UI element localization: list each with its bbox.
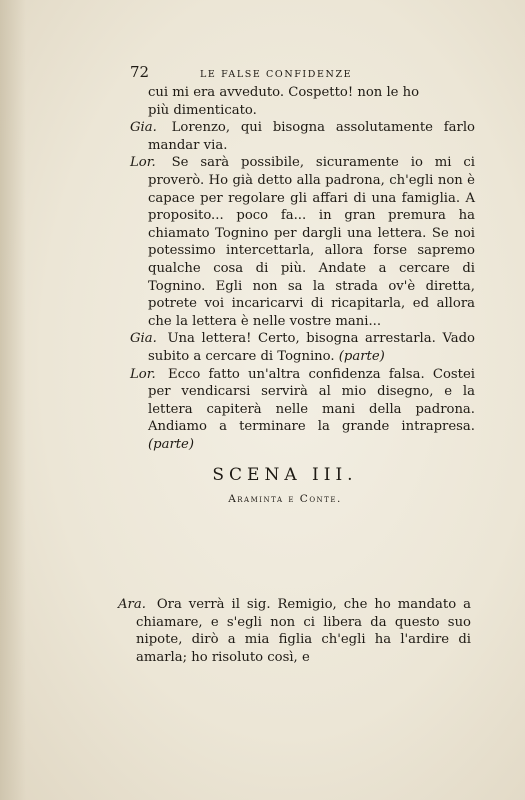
speech <box>130 330 475 365</box>
scene-title: SCENA III. <box>212 465 358 486</box>
speaker-label: Gia. <box>130 331 157 347</box>
speech-text: Ora verrà il sig. Remigio, che ho mandato a chiamare, e s'egli non ci libera da questo suo nipote, dirò a mia figlia ch'egli ha l'ardire di amarla; ho risoluto così, e <box>136 597 471 665</box>
speech-text: Una lettera! Certo, bisogna arrestarla. Vado subito a cercare di Tognino. <box>148 331 475 364</box>
speaker-label: Lor. <box>130 366 156 382</box>
continuation-line: più dimenticato. <box>148 102 257 118</box>
speech <box>130 119 475 154</box>
speech <box>130 366 475 454</box>
continuation-line: cui mi era avveduto. Cospetto! non le ho <box>148 85 420 100</box>
stage-direction: (parte) <box>148 436 195 452</box>
speaker-label: Gia. <box>130 120 157 136</box>
page-header <box>130 64 475 84</box>
speaker-label: Ara. <box>118 597 146 612</box>
speech-text: Se sarà possibile, sicuramente io mi ci proverò. Ho già detto alla padrona, ch'egli non è capace per regolare gli affari di una famiglia. A proposito... poco fa... in gran premura ha chiamato Tognino per dargli una lettera. Se noi potessimo intercettarla, allora forse sapremo qualche cosa di più. Andate a cercare di Tognino. Egli non sa la strada ov'è diretta, potrete voi incaricarvi di ricapitarla, ed allora che la lettera è nelle vostre mani... <box>148 155 475 329</box>
running-title: LE FALSE CONFIDENZE <box>200 69 353 80</box>
scene-characters: Araminta e Conte. <box>228 493 342 506</box>
speech-text: Ecco fatto un'altra confidenza falsa. Costei per vendicarsi servirà al mio disegno, e la lettera capiterà nelle mani della padrona. Andiamo a terminare la grande intrapresa. <box>148 366 475 435</box>
lower-text-block <box>118 596 471 666</box>
page-gutter-shadow <box>0 0 26 800</box>
stage-direction: (parte) <box>338 348 385 364</box>
speech-text: Lorenzo, qui bisogna assolutamente farlo mandar via. <box>148 120 475 153</box>
speaker-label: Lor. <box>130 155 156 171</box>
upper-text-block <box>130 64 475 529</box>
speech <box>118 596 471 666</box>
page-number: 72 <box>130 63 150 81</box>
speech <box>130 154 475 330</box>
